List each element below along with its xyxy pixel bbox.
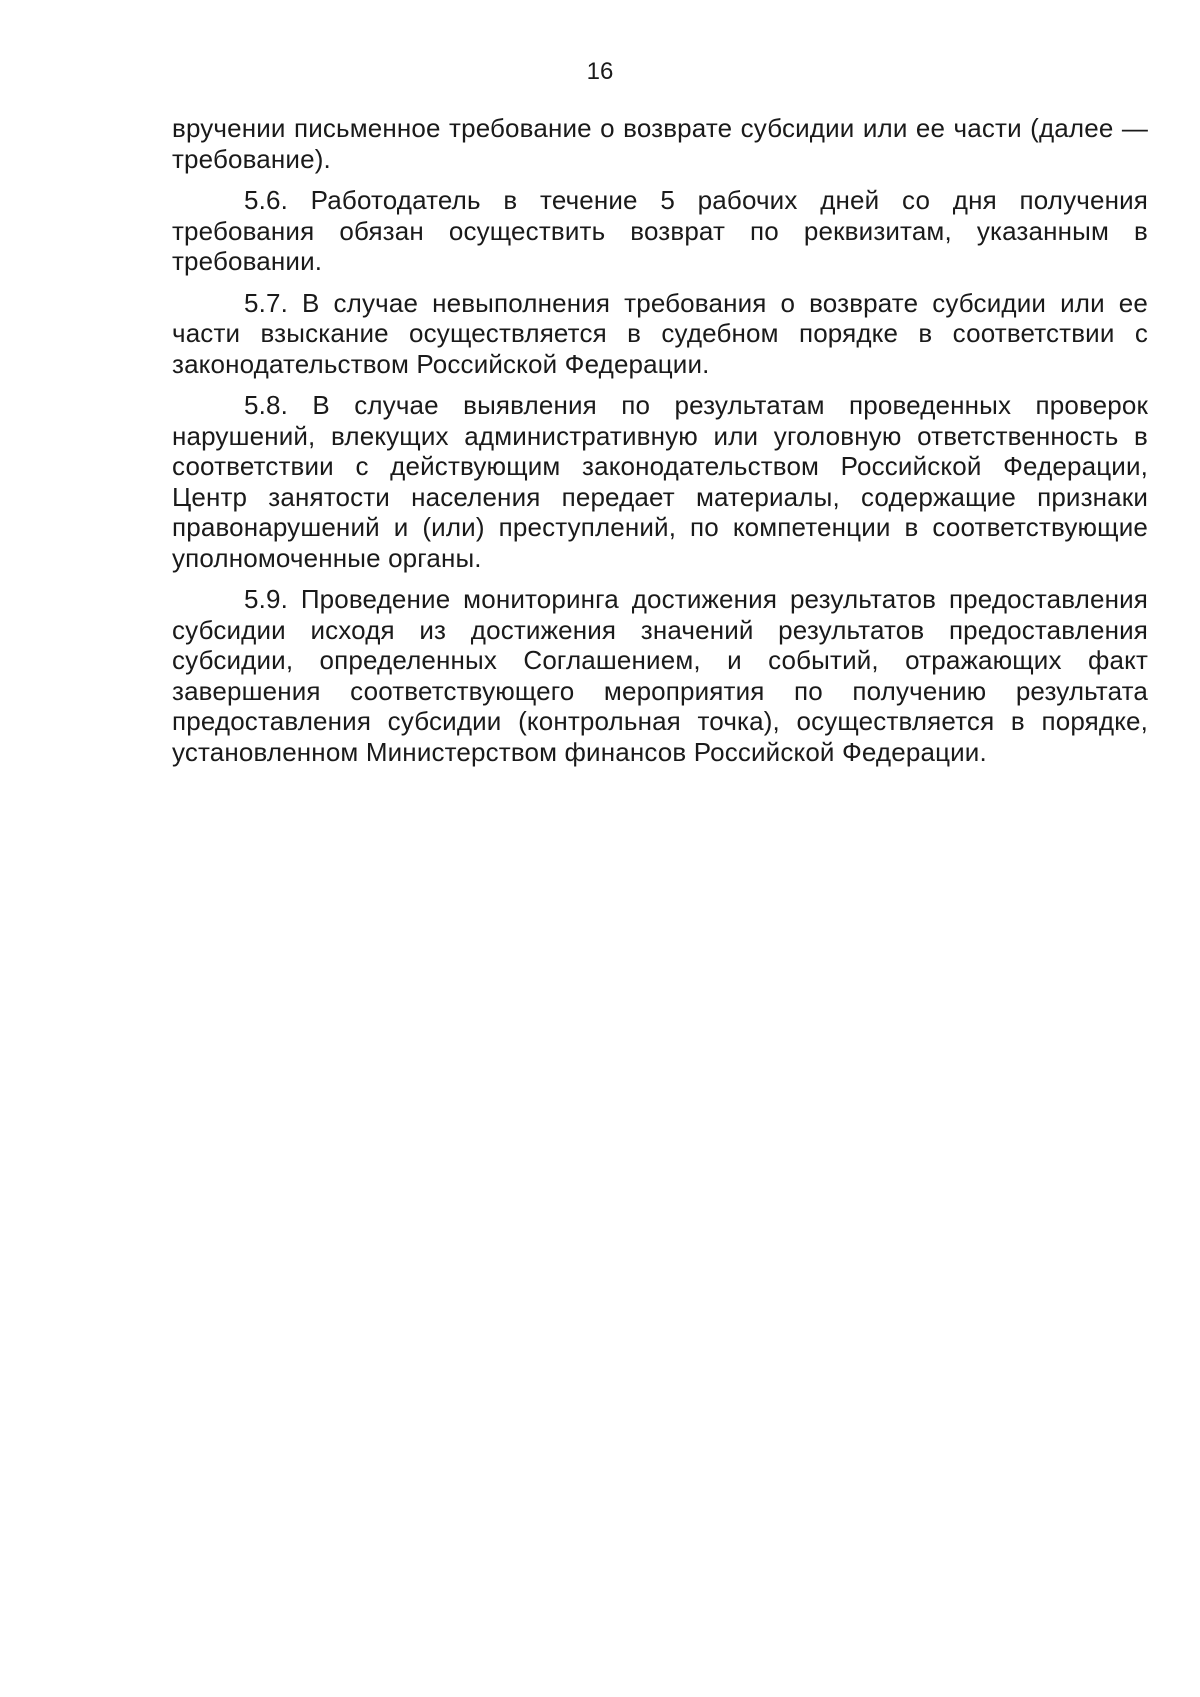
document-body [172,113,1148,767]
paragraph-5-6: 5.6. Работодатель в течение 5 рабочих дней со дня получения требования обязан осуществить возврат по реквизитам, указанным в требовании. [172,185,1148,276]
page-number: 16 [586,58,614,85]
paragraph-5-8: 5.8. В случае выявления по результатам проведенных проверок нарушений, влекущих административную или уголовную ответственность в соответствии с действующим законодательством Российской Федерации, Центр занятости населения передает материалы, содержащие признаки правонарушений и (или) преступлений, по компетенции в соответствующие уполномоченные органы. [172,390,1148,573]
paragraph-continuation: вручении письменное требование о возврате субсидии или ее части (далее — требование). [172,113,1148,174]
paragraph-5-9: 5.9. Проведение мониторинга достижения результатов предоставления субсидии исходя из достижения значений результатов предоставления субсидии, определенных Соглашением, и событий, отражающих факт завершения соответствующего мероприятия по получению результата предоставления субсидии (контрольная точка), осуществляется в порядке, установленном Министерством финансов Российской Федерации. [172,584,1148,767]
paragraph-5-7: 5.7. В случае невыполнения требования о возврате субсидии или ее части взыскание осуществляется в судебном порядке в соответствии с законодательством Российской Федерации. [172,287,1148,379]
